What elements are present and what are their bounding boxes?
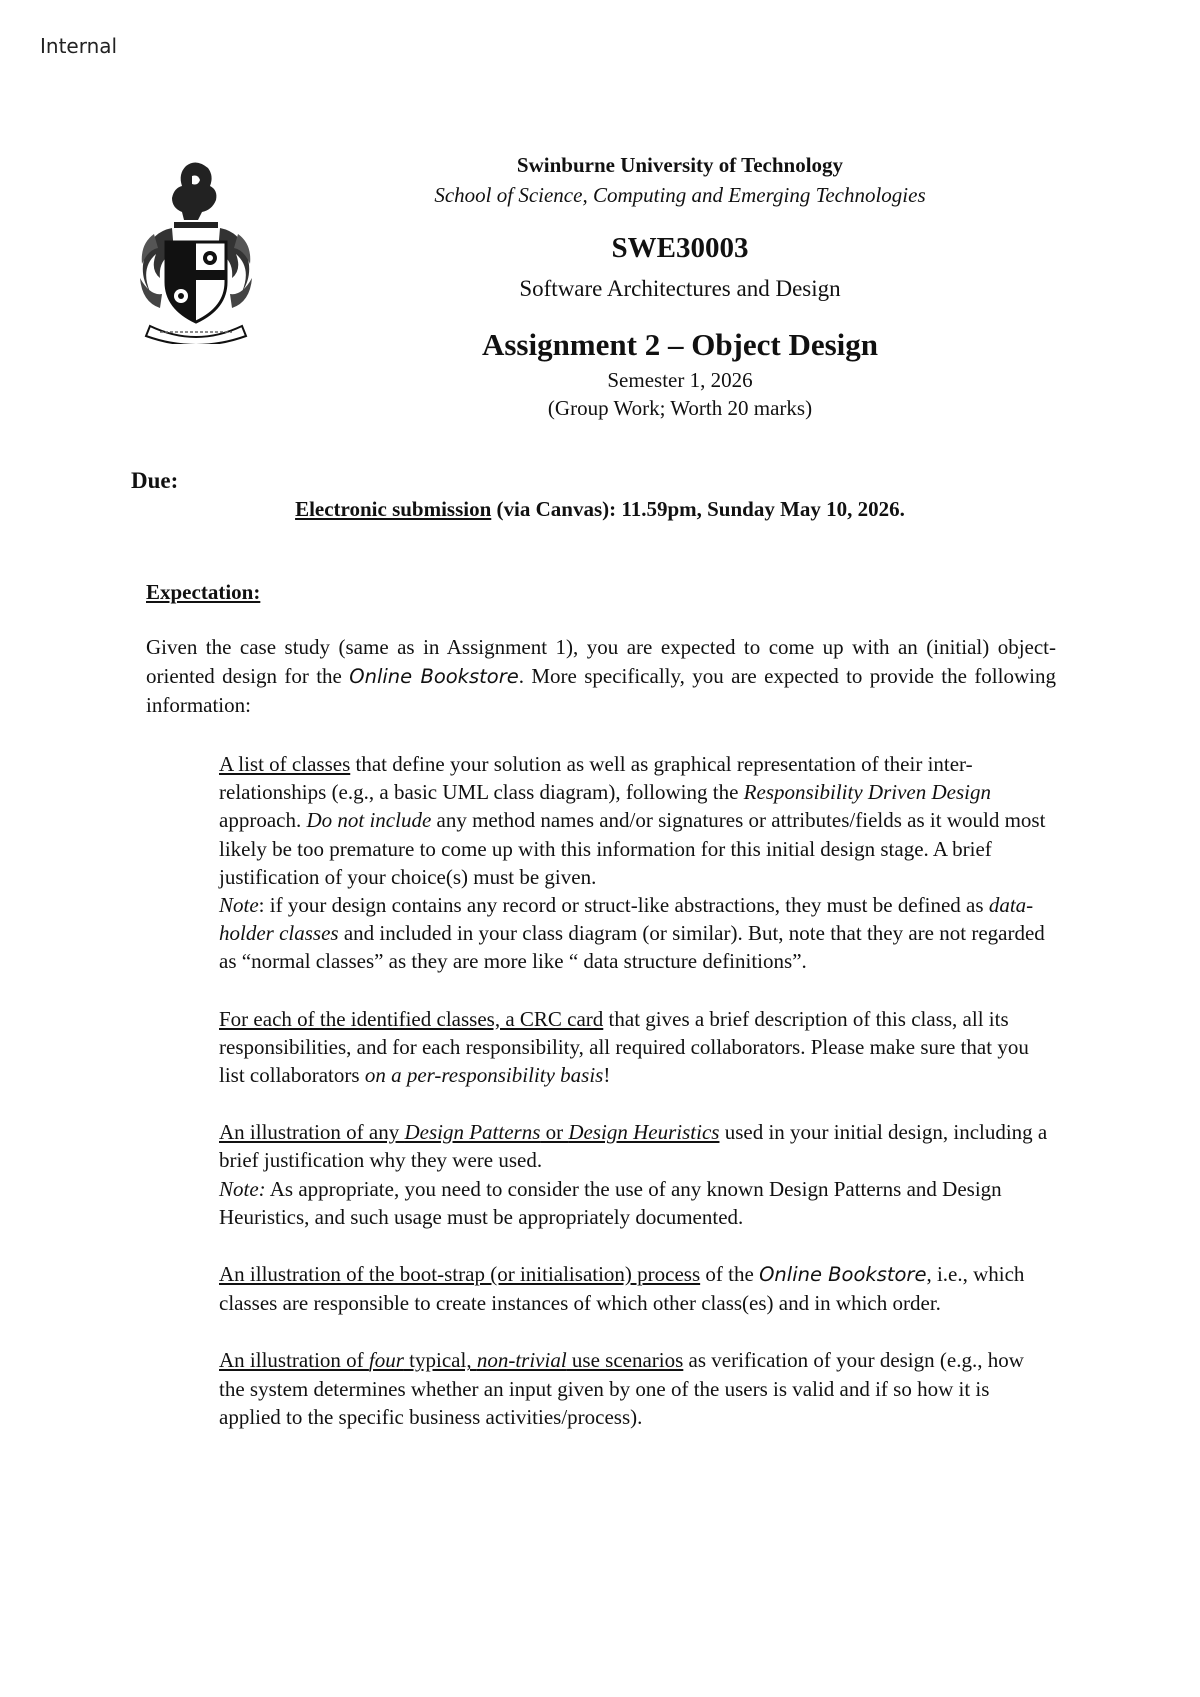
item-lead: An illustration of any — [219, 1120, 405, 1145]
assignment-title: Assignment 2 – Object Design — [481, 327, 879, 362]
note-text: : if your design contains any record or struct-like abstractions, they must be defined as — [258, 893, 989, 918]
school-name: School of Science, Computing and Emerging Technologies — [434, 183, 926, 207]
item-lead: An illustration of — [219, 1348, 369, 1373]
expectation-intro — [146, 633, 1056, 720]
app-name: Online Bookstore — [759, 1263, 927, 1287]
intro-text-end: . More specifically, you are expected to provide the following information: — [146, 663, 1056, 717]
item-lead-emphasis: four — [368, 1348, 404, 1373]
item-note — [219, 891, 1049, 976]
intro-text: Given the case study (same as in Assignment 1), you are expected to come up with an (initial) object-oriented design for the — [146, 635, 1056, 688]
list-item — [219, 1346, 1049, 1431]
submission-detail: (via Canvas): 11.59pm, Sunday May 10, 2026. — [491, 497, 905, 521]
deliverable-crc-cards — [219, 1005, 1049, 1090]
note-emphasis: data-holder classes — [219, 893, 1034, 946]
university-name: Swinburne University of Technology — [516, 153, 844, 177]
course-title: Software Architectures and Design — [519, 276, 841, 301]
deliverable-use-scenarios — [219, 1346, 1049, 1431]
note-text: As appropriate, you need to consider the use of any known Design Patterns and Design Heuristics, and such usage must be appropriately documented. — [219, 1176, 1002, 1229]
item-lead: For each of the identified classes, a CRC card — [219, 1006, 604, 1031]
item-text: that define your solution as well as graphical representation of their inter-relationships (e.g., a basic UML class diagram), following the — [219, 752, 973, 805]
item-text: as verification of your design (e.g., how the system determines whether an input given by one of the users is valid and if so how it is applied to the specific business activities/process). — [219, 1348, 1024, 1429]
item-lead-emphasis: non-trivial — [476, 1348, 567, 1373]
university-crest-icon — [136, 158, 256, 344]
document-header — [360, 150, 1000, 422]
item-emphasis: on a per-responsibility basis — [364, 1063, 604, 1088]
list-item — [219, 750, 1049, 891]
item-lead-emphasis: Design Patterns — [404, 1120, 541, 1145]
item-lead-emphasis: Design Heuristics — [568, 1120, 720, 1145]
item-note — [219, 1175, 1049, 1231]
list-item — [219, 1005, 1049, 1090]
item-emphasis: Responsibility Driven Design — [743, 780, 991, 805]
list-item — [219, 1118, 1049, 1174]
app-name: Online Bookstore — [349, 664, 519, 688]
note-text: and included in your class diagram (or similar). But, note that they are not regarded as “normal classes” as they are more like “ data structure definitions”. — [219, 921, 1045, 974]
deliverable-bootstrap — [219, 1260, 1049, 1317]
note-label: Note: — [219, 1176, 266, 1201]
item-text: used in your initial design, including a brief justification why they were used. — [219, 1120, 1048, 1173]
classification-label: Internal — [40, 34, 118, 58]
item-text: , i.e., which classes are responsible to create instances of which other class(es) and in which order. — [219, 1262, 1025, 1316]
item-text: ! — [603, 1063, 611, 1088]
item-lead: An illustration of the boot-strap (or initialisation) process — [219, 1262, 701, 1287]
deliverable-design-patterns — [219, 1118, 1049, 1231]
semester-line: Semester 1, 2026 — [607, 368, 753, 392]
deliverable-classes — [219, 750, 1049, 976]
list-item — [219, 1260, 1049, 1317]
item-text: that gives a brief description of this class, all its responsibilities, and for each responsibility, all required collaborators. Please make sure that you list collaborators — [219, 1006, 1029, 1088]
item-text: any method names and/or signatures or attributes/fields as it would most likely be too premature to come up with this information for this initial design stage. A brief justification of your choice(s) must be given. — [219, 808, 1046, 889]
expectation-heading: Expectation: — [146, 580, 261, 604]
due-heading: Due: — [131, 468, 179, 493]
item-lead: use scenarios — [566, 1348, 684, 1373]
work-type-line: (Group Work; Worth 20 marks) — [547, 396, 813, 420]
submission-label: Electronic submission — [295, 497, 492, 521]
deliverables-list — [219, 750, 1049, 1460]
course-code: SWE30003 — [611, 232, 749, 264]
item-lead: A list of classes — [219, 752, 351, 776]
item-lead: typical, — [403, 1348, 477, 1373]
item-lead: or — [540, 1120, 569, 1145]
due-line — [0, 497, 1200, 522]
item-text: of the — [700, 1262, 760, 1287]
item-text: approach. — [219, 808, 307, 833]
note-label: Note — [219, 893, 259, 918]
item-emphasis: Do not include — [306, 808, 432, 833]
